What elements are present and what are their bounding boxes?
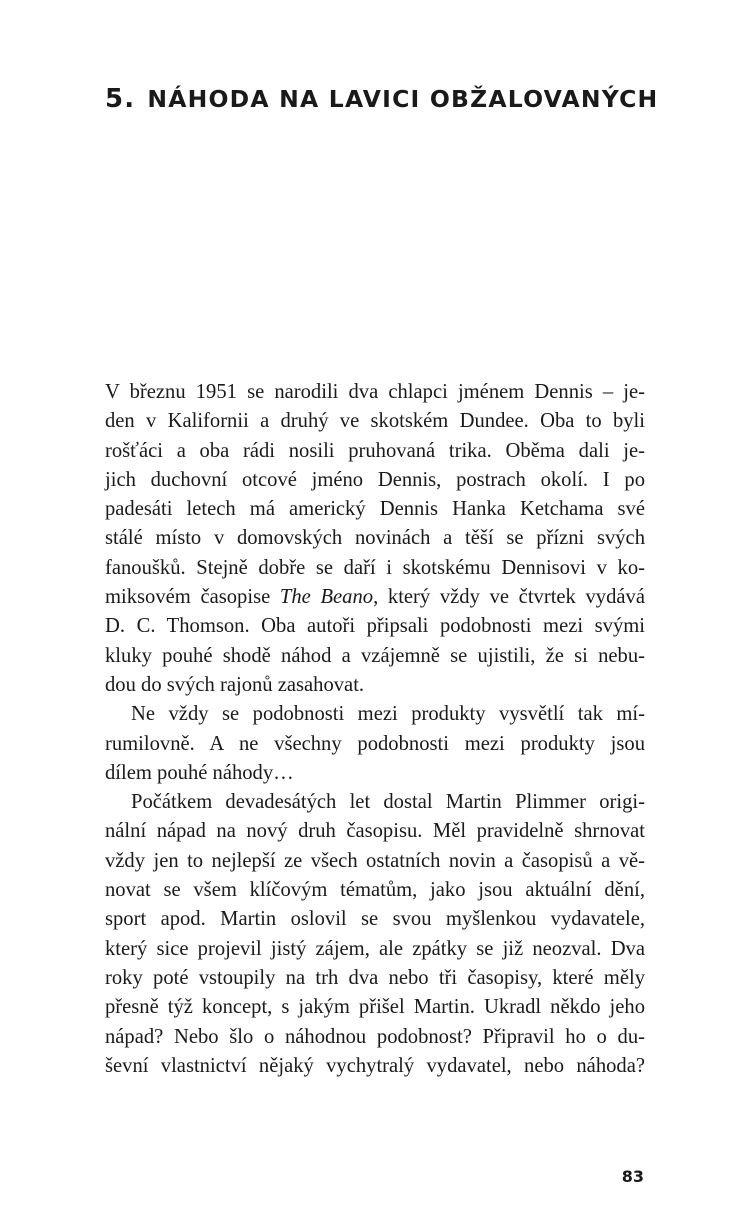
paragraph bbox=[105, 700, 645, 788]
chapter-number: 5. bbox=[105, 84, 136, 114]
text-line: fanoušků. Stejně dobře se daří i skotskému Dennisovi v ko- bbox=[105, 556, 645, 579]
text-line: přesně týž koncept, s jakým přišel Martin. Ukradl někdo jeho bbox=[105, 996, 645, 1019]
chapter-title: NÁHODA NA LAVICI OBŽALOVANÝCH bbox=[147, 85, 659, 113]
text-line: ševní vlastnictví nějaký vychytralý vydavatel, nebo náhoda? bbox=[105, 1054, 645, 1077]
text-line: dílem pouhé náhody… bbox=[105, 761, 294, 784]
text-line: rumilovně. A ne všechny podobnosti mezi produkty jsou bbox=[105, 732, 645, 755]
text-segment: miksovém časopise bbox=[105, 586, 280, 609]
text-line: nální nápad na nový druh časopisu. Měl pravidelně shrnovat bbox=[105, 820, 645, 843]
body-text bbox=[105, 378, 645, 1081]
paragraph bbox=[105, 378, 645, 700]
text-line: Ne vždy se podobnosti mezi produkty vysvětlí tak mí- bbox=[131, 703, 645, 726]
text-segment: , který vždy ve čtvrtek vydává bbox=[373, 586, 645, 609]
text-line: jich duchovní otcové jméno Dennis, postrach okolí. I po bbox=[105, 468, 645, 491]
text-line: rošťáci a oba rádi nosili pruhovaná trika. Oběma dali je- bbox=[105, 439, 645, 462]
text-line: stálé místo v domovských novinách a těší se přízni svých bbox=[105, 527, 645, 550]
page-number: 83 bbox=[621, 1167, 644, 1186]
paragraph bbox=[105, 788, 645, 1081]
text-line: novat se všem klíčovým tématům, jako jsou aktuální dění, bbox=[105, 879, 645, 902]
text-line: roky poté vstoupily na trh dva nebo tři časopisy, které měly bbox=[105, 966, 645, 989]
text-line: Počátkem devadesátých let dostal Martin Plimmer origi- bbox=[131, 791, 645, 814]
text-line bbox=[105, 583, 645, 612]
text-line: V březnu 1951 se narodili dva chlapci jménem Dennis – je- bbox=[105, 381, 645, 403]
text-line: dou do svých rajonů zasahovat. bbox=[105, 673, 365, 696]
text-line: který sice projevil jistý zájem, ale zpátky se již neozval. Dva bbox=[105, 937, 645, 960]
text-line: padesáti letech má americký Dennis Hanka Ketchama své bbox=[105, 498, 645, 521]
text-line: nápad? Nebo šlo o náhodnou podobnost? Připravil ho o du- bbox=[105, 1025, 645, 1048]
magazine-title: The Beano bbox=[279, 586, 374, 609]
chapter-heading bbox=[105, 84, 658, 114]
text-line: kluky pouhé shodě náhod a vzájemně se ujistili, že si nebu- bbox=[105, 644, 645, 667]
text-line: sport apod. Martin oslovil se svou myšlenkou vydavatele, bbox=[105, 908, 645, 931]
text-line: D. C. Thomson. Oba autoři připsali podobnosti mezi svými bbox=[105, 615, 645, 638]
text-line: vždy jen to nejlepší ze všech ostatních novin a časopisů a vě- bbox=[105, 849, 645, 872]
text-line: den v Kalifornii a druhý ve skotském Dundee. Oba to byli bbox=[105, 410, 645, 433]
